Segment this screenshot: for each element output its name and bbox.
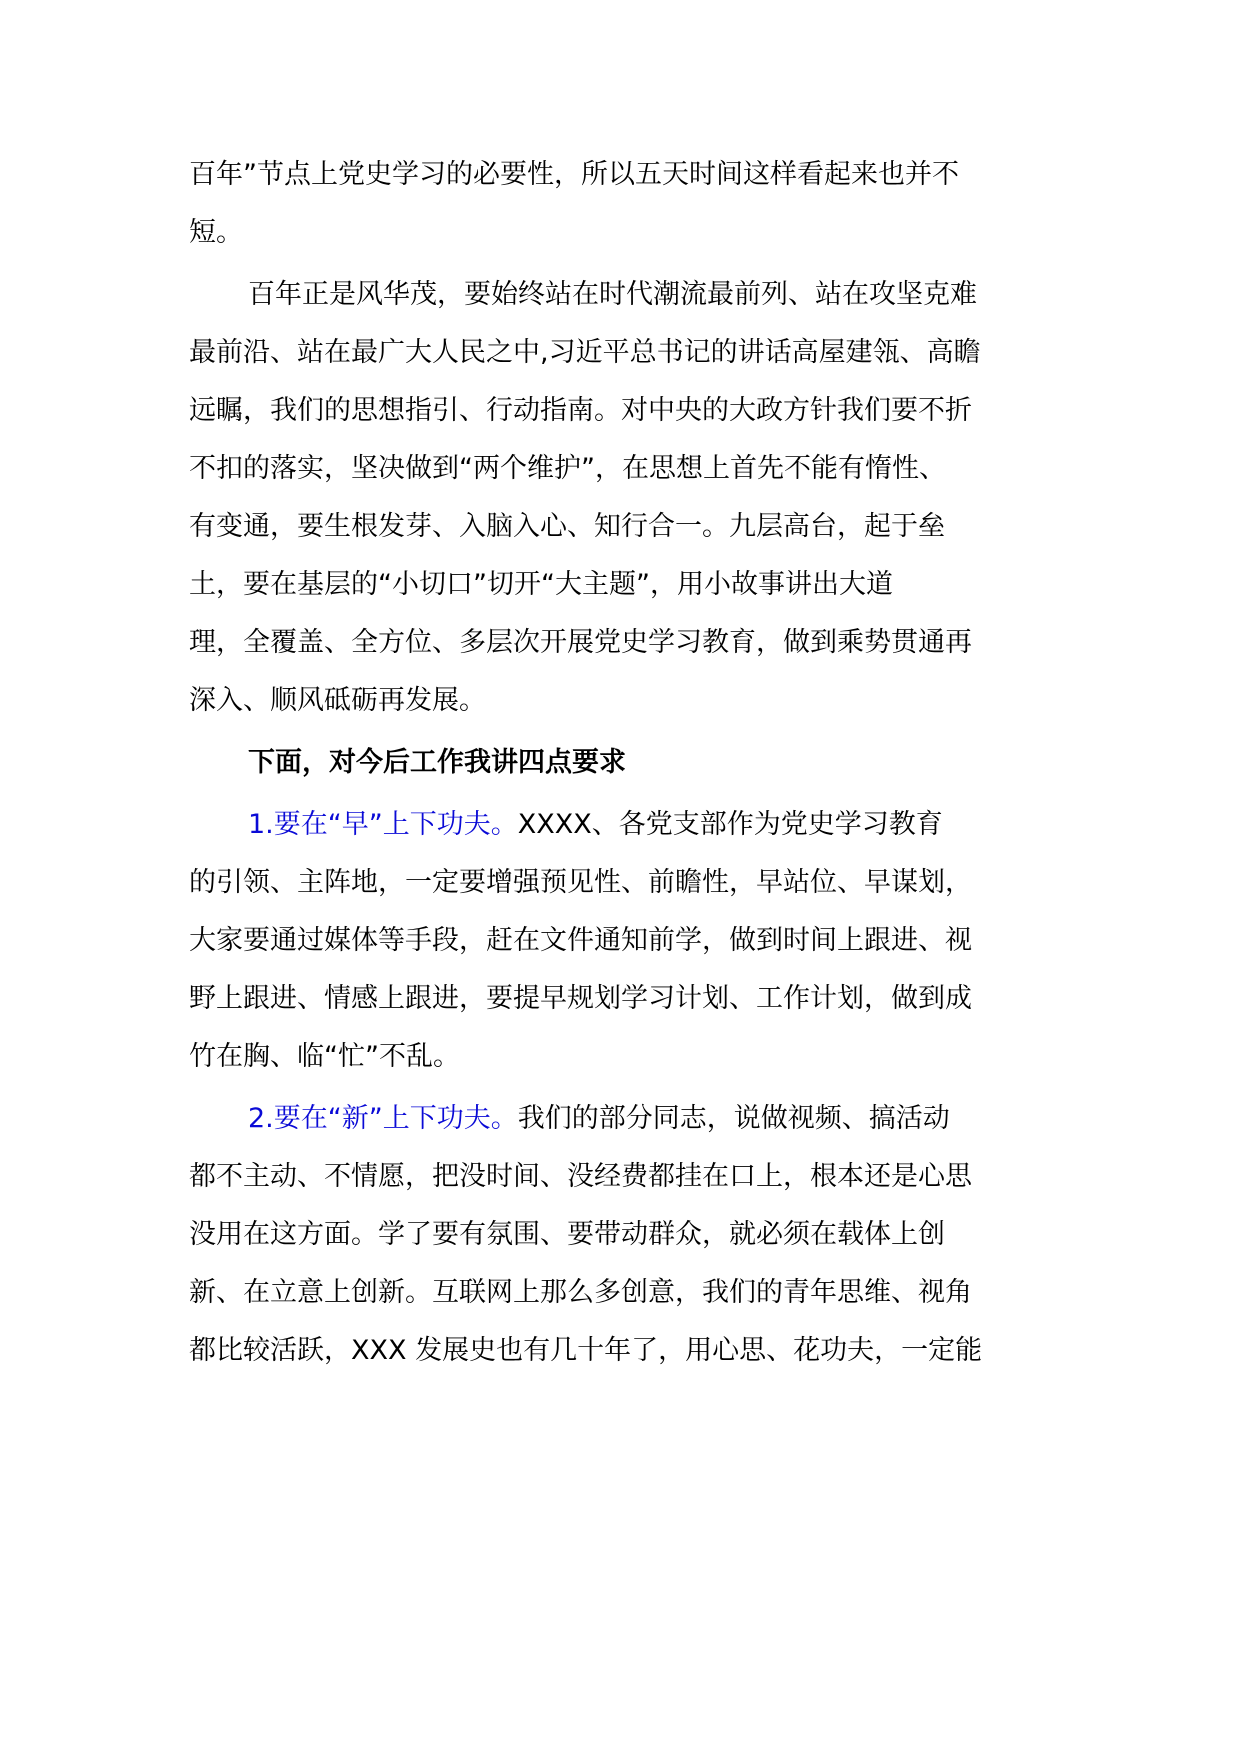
- paragraph-3-line-2: 的引领、主阵地，一定要增强预见性、前瞻性，早站位、早谋划，: [189, 867, 972, 898]
- paragraph-2-line-8: 深入、顺风砥砺再发展。: [189, 685, 486, 716]
- paragraph-4-line-5: 都比较活跃，XXX 发展史也有几十年了，用心思、花功夫，一定能: [189, 1335, 983, 1366]
- paragraph-4-line-3: 没用在这方面。学了要有氛围、要带动群众，就必须在载体上创: [189, 1219, 945, 1250]
- paragraph-2-line-1: 百年正是风华茂，要始终站在时代潮流最前列、站在攻坚克难: [248, 279, 977, 310]
- paragraph-2-line-4: 不扣的落实，坚决做到“两个维护”，在思想上首先不能有惰性、: [189, 453, 946, 484]
- paragraph-1-line-2: 短。: [189, 217, 243, 248]
- paragraph-4-line-4: 新、在立意上创新。互联网上那么多创意，我们的青年思维、视角: [189, 1277, 972, 1308]
- paragraph-3-line-1: [248, 805, 943, 845]
- paragraph-3-line-4: 野上跟进、情感上跟进，要提早规划学习计划、工作计划，做到成: [189, 983, 972, 1014]
- paragraph-3-line-1-rest: XXXX、各党支部作为党史学习教育: [517, 809, 943, 840]
- paragraph-4-line-1: [248, 1099, 950, 1139]
- paragraph-2-line-7: 理，全覆盖、全方位、多层次开展党史学习教育，做到乘势贯通再: [189, 627, 972, 658]
- paragraph-4-line-1-rest: 我们的部分同志，说做视频、搞活动: [517, 1103, 950, 1134]
- section-heading: 下面，对今后工作我讲四点要求: [248, 747, 626, 778]
- paragraph-2-line-6: 土，要在基层的“小切口”切开“大主题”，用小故事讲出大道: [189, 569, 893, 600]
- paragraph-3-line-3: 大家要通过媒体等手段，赶在文件通知前学，做到时间上跟进、视: [189, 925, 972, 956]
- paragraph-3-line-5: 竹在胸、临“忙”不乱。: [189, 1041, 460, 1072]
- paragraph-1-line-1: 百年”节点上党史学习的必要性，所以五天时间这样看起来也并不: [189, 159, 959, 190]
- paragraph-4-line-2: 都不主动、不情愿，把没时间、没经费都挂在口上，根本还是心思: [189, 1161, 972, 1192]
- paragraph-2-line-2: 最前沿、站在最广大人民之中,习近平总书记的讲话高屋建瓴、高瞻: [189, 337, 981, 368]
- requirement-2-title: 2.要在“新”上下功夫。: [248, 1103, 518, 1134]
- paragraph-2-line-3: 远瞩，我们的思想指引、行动指南。对中央的大政方针我们要不折: [189, 395, 972, 426]
- paragraph-2-line-5: 有变通，要生根发芽、入脑入心、知行合一。九层高台，起于垒: [189, 511, 945, 542]
- requirement-1-title: 1.要在“早”上下功夫。: [248, 809, 518, 840]
